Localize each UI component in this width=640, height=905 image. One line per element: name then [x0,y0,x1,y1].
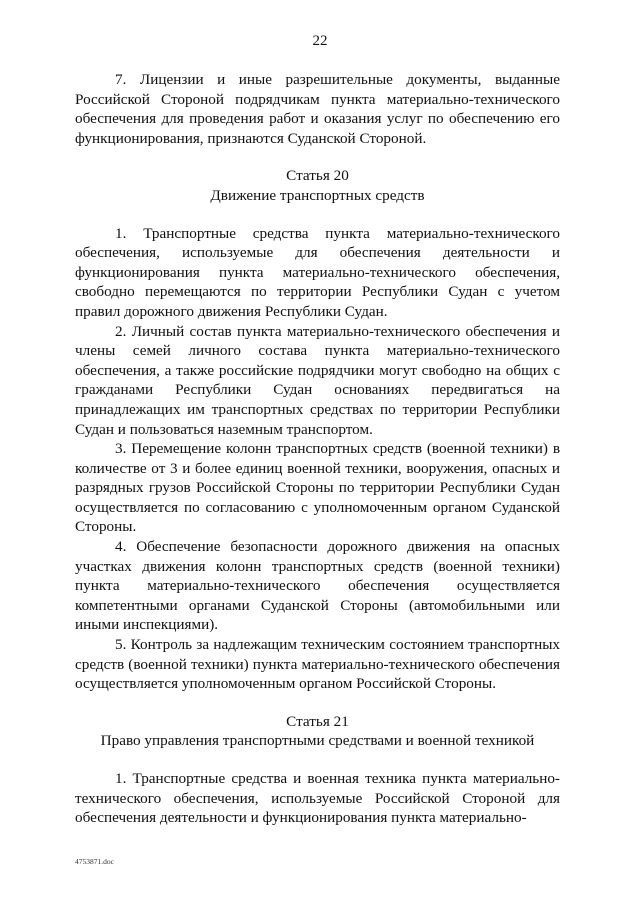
article-20-number: Статья 20 [286,167,349,185]
article-21-title: Право управления транспортными средствами и военной техникой [100,732,535,750]
article-21-paragraph-1: 1. Транспортные средства и военная техника пункта материально-технического обеспечения, используемые Российской Стороной для обеспечения деятельности и функционирования пункта материально- [75,770,560,827]
article-20-paragraph-2: 2. Личный состав пункта материально-технического обеспечения и члены семей личного состава пункта материально-технического обеспечения, а также российские подрядчики могут свободно на общих с гражданами Республики Судан основаниях передвигаться на принадлежащих им транспортных средствах по территории Республики Судан и пользоваться наземным транспортом. [75,322,560,438]
document-file-id: 4753871.doc [75,857,114,866]
article-20-title: Движение транспортных средств [210,186,425,204]
page-number: 22 [312,33,328,49]
article-20-paragraph-5: 5. Контроль за надлежащим техническим состоянием транспортных средств (военной техники) пункта материально-технического обеспечения осуществляется уполномоченным органом Российской Стороны. [75,636,560,693]
article-20-paragraph-1: 1. Транспортные средства пункта материально-технического обеспечения, используемые для обеспечения деятельности и функционирования пункта материально-технического обеспечения, свободно перемещаются по территории Республики Судан с учетом правил дорожного движения Республики Судан. [75,224,560,320]
paragraph-7-licenses: 7. Лицензии и иные разрешительные документы, выданные Российской Стороной подрядчикам пункта материально-технического обеспечения для проведения работ и оказания услуг по обеспечению его функционирования, признаются Суданской Стороной. [75,71,560,147]
article-20-paragraph-3: 3. Перемещение колонн транспортных средств (военной техники) в количестве от 3 и более единиц военной техники, вооружения, опасных и разрядных грузов Российской Стороны по территории Республики Судан осуществляется по согласованию с уполномоченным органом Суданской Стороны. [75,440,560,536]
document-body [75,70,560,828]
article-21-number: Статья 21 [286,712,349,730]
article-20-paragraph-4: 4. Обеспечение безопасности дорожного движения на опасных участках движения колонн транспортных средств (военной техники) пункта материально-технического обеспечения осуществляется компетентными органами Суданской Стороны (автомобильными или иными инспекциями). [75,538,560,634]
